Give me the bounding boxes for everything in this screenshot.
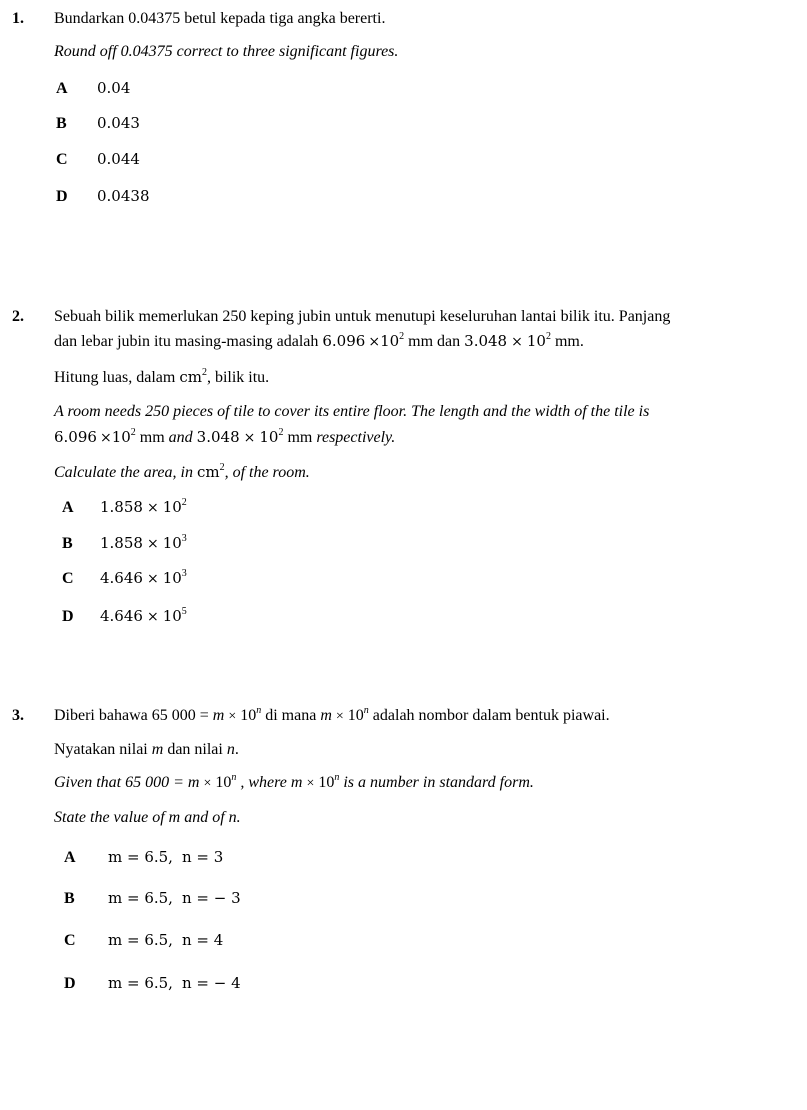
- variable-n: n: [226, 741, 235, 758]
- times-sign: ×: [306, 776, 315, 791]
- question-stem-english-line-3: [54, 462, 310, 483]
- variable-m: m: [290, 774, 303, 791]
- option-d[interactable]: [56, 186, 150, 207]
- number: 1.858: [100, 534, 143, 552]
- times-sign: ×: [368, 334, 381, 350]
- unit: mm: [139, 429, 165, 446]
- text: Calculate the area, in: [54, 464, 197, 481]
- base: 10: [111, 428, 131, 446]
- times-sign: ×: [335, 709, 344, 724]
- exponent: 2: [545, 330, 551, 342]
- base: 10: [215, 774, 232, 791]
- variable-m: m: [151, 741, 164, 758]
- option-a[interactable]: [56, 78, 130, 99]
- base: 10: [162, 534, 182, 552]
- base: 10: [526, 332, 546, 350]
- option-label: B: [62, 535, 73, 552]
- question-stem-malay: Bundarkan 0.04375 betul kepada tiga angka bererti.: [54, 10, 386, 27]
- exponent: 2: [181, 496, 187, 508]
- option-label: D: [62, 608, 74, 625]
- text: , bilik itu.: [206, 369, 270, 386]
- base: 10: [259, 428, 279, 446]
- option-label: D: [64, 975, 76, 992]
- unit: mm: [408, 333, 434, 350]
- text: is a number in standard form.: [339, 774, 534, 791]
- option-text: 0.044: [97, 150, 140, 168]
- question-stem-malay-line-3: [54, 367, 269, 388]
- unit: cm: [179, 368, 202, 386]
- m-equation: m = 6.5,: [108, 848, 173, 866]
- option-b[interactable]: [56, 113, 140, 134]
- question-stem-malay-line-2: dan lebar jubin itu masing-masing adalah $6.096 \times 10^2$ mm dan $3.048 \times 10^2$ mm.: [54, 330, 584, 350]
- option-label: A: [64, 849, 76, 866]
- text: Given that 65 000 =: [54, 774, 188, 791]
- question-stem-english-line-2: [54, 427, 395, 448]
- variable-m: m: [187, 774, 200, 791]
- option-label: C: [64, 932, 76, 949]
- times-sign: ×: [243, 430, 256, 446]
- question-number: 2.: [12, 308, 24, 325]
- option-label: C: [62, 570, 74, 587]
- m-equation: m = 6.5,: [108, 974, 173, 992]
- text: respectively.: [316, 429, 396, 446]
- option-d[interactable]: [64, 973, 241, 994]
- times-sign: ×: [146, 500, 159, 516]
- option-label: A: [56, 80, 68, 97]
- m-equation: m = 6.5,: [108, 931, 173, 949]
- option-b[interactable]: [64, 888, 241, 909]
- question-number: 3.: [12, 707, 24, 724]
- option-label: D: [56, 188, 68, 205]
- base: 10: [162, 498, 182, 516]
- base: 10: [240, 707, 257, 724]
- times-sign: ×: [228, 709, 237, 724]
- exponent-n: n: [334, 771, 340, 783]
- question-stem-malay-line-2: [54, 740, 239, 760]
- exponent-n: n: [363, 704, 369, 716]
- exponent: 2: [219, 461, 225, 473]
- number: 3.048: [464, 332, 508, 350]
- variable-m: m: [212, 707, 225, 724]
- exponent: 2: [130, 426, 136, 438]
- text: Diberi bahawa 65 000 =: [54, 707, 213, 724]
- text: adalah nombor dalam bentuk piawai.: [368, 707, 610, 724]
- option-d[interactable]: [62, 606, 187, 627]
- unit: cm: [196, 463, 220, 481]
- text: dan lebar jubin itu masing-masing adalah: [54, 333, 323, 350]
- number: 4.646: [100, 607, 143, 625]
- number: 1.858: [100, 498, 143, 516]
- n-equation: n = − 3: [182, 889, 241, 907]
- option-text: 0.043: [97, 114, 140, 132]
- times-sign: ×: [203, 776, 212, 791]
- variable-m: m: [320, 707, 332, 724]
- number: 6.096: [322, 332, 366, 350]
- option-c[interactable]: [56, 149, 140, 170]
- option-a[interactable]: [64, 847, 223, 868]
- text: Nyatakan nilai: [54, 741, 152, 758]
- option-b[interactable]: [62, 533, 187, 554]
- number: 4.646: [100, 569, 143, 587]
- option-label: A: [62, 499, 74, 516]
- question-stem-english-line-2: State the value of m and of n.: [54, 809, 241, 826]
- times-sign: ×: [146, 571, 159, 587]
- n-equation: n = 3: [182, 848, 224, 866]
- times-sign: ×: [99, 430, 112, 446]
- text: di mana: [261, 707, 321, 724]
- number: 6.096: [54, 428, 97, 446]
- option-c[interactable]: [62, 568, 187, 589]
- question-number: 1.: [12, 10, 24, 27]
- unit: mm: [554, 333, 580, 350]
- number: 3.048: [196, 428, 240, 446]
- exponent: 3: [181, 567, 187, 579]
- exponent-n: n: [256, 704, 262, 716]
- question-stem-malay-line-1: [54, 706, 610, 727]
- option-text: 0.04: [97, 79, 131, 97]
- question-stem-english: Round off 0.04375 correct to three significant figures.: [54, 43, 399, 60]
- base: 10: [162, 607, 182, 625]
- base: 10: [347, 707, 364, 724]
- question-stem-malay-line-1: Sebuah bilik memerlukan 250 keping jubin untuk menutupi keseluruhan lantai bilik itu. Panjang: [54, 308, 671, 325]
- option-label: B: [56, 115, 67, 132]
- exponent: 2: [278, 426, 284, 438]
- n-equation: n = − 4: [182, 974, 241, 992]
- option-a[interactable]: [62, 497, 187, 518]
- m-equation: m = 6.5,: [108, 889, 173, 907]
- base: 10: [318, 774, 335, 791]
- exponent: 3: [181, 532, 187, 544]
- text: .: [234, 741, 239, 758]
- text: dan: [437, 333, 461, 350]
- times-sign: ×: [146, 609, 159, 625]
- question-stem-english-line-1: [54, 773, 534, 794]
- base: 10: [162, 569, 182, 587]
- option-text: 0.0438: [97, 187, 150, 205]
- text: and: [168, 429, 193, 446]
- n-equation: n = 4: [182, 931, 224, 949]
- text: , where: [236, 774, 291, 791]
- times-sign: ×: [511, 334, 523, 350]
- base: 10: [380, 332, 400, 350]
- option-label: B: [64, 890, 75, 907]
- exponent: 2: [201, 366, 207, 378]
- exponent: 5: [181, 605, 187, 617]
- times-sign: ×: [146, 536, 159, 552]
- exponent-n: n: [231, 771, 237, 783]
- text: Hitung luas, dalam: [54, 369, 180, 386]
- unit: mm: [287, 429, 313, 446]
- text: , of the room.: [224, 464, 310, 481]
- exponent: 2: [399, 330, 405, 342]
- option-c[interactable]: [64, 930, 223, 951]
- question-stem-english-line-1: A room needs 250 pieces of tile to cover its entire floor. The length and the width of the tile is: [54, 403, 650, 420]
- option-label: C: [56, 151, 68, 168]
- text: dan nilai: [163, 741, 227, 758]
